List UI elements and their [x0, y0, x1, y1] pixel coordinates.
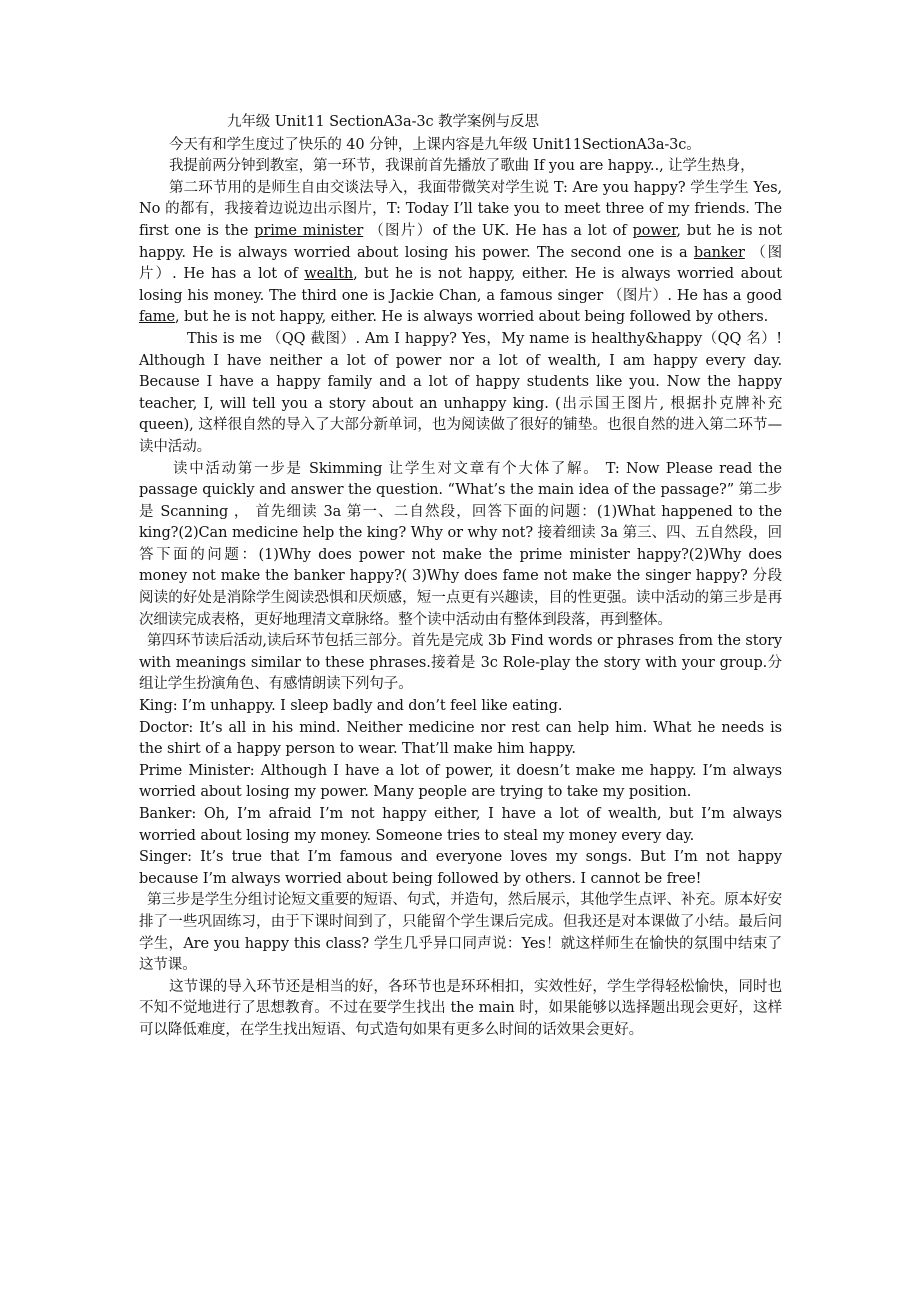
dialogue-line-doctor: Doctor: It’s all in his mind. Neither medicine nor rest can help him. What he needs is the shirt of a happy person to wear. That’ll make him happy. — [139, 719, 782, 758]
text-segment: , but he is not happy, either. He is always worried about being followed by others. — [174, 309, 769, 326]
paragraph-warmup: 我提前两分钟到教室，第一环节，我课前首先播放了歌曲 If you are happy.., 让学生热身， — [169, 158, 755, 175]
paragraph-while-reading: 读中活动第一步是 Skimming 让学生对文章有个大体了解。 T: Now Please read the passage quickly and answer the question. “What’s the main idea of the passage?” 第二步是 Scanning ， 首先细读 3a 第一、二自然段，回答下面的问题：(1)What happened to the king?(2)Can medicine help the king? Why or why not? 接着细读 3a 第三、四、五自然段，回答下面的问题：(1)Why does power not make the prime minister happy?(2)Why does money not make the banker happy?( 3)Why does fame not make the singer happy? 分段阅读的好处是消除学生阅读恐惧和厌烦感，短一点更有兴趣读，目的性更强。读中活动的第三步是再次细读完成表格，更好地理清文章脉络。整个读中活动由有整体到段落，再到整体。 — [139, 460, 782, 628]
text-segment: , but he is not happy. He is always worried about losing his power. The second one is a — [139, 222, 783, 261]
vocab-fame: fame — [139, 309, 175, 326]
text-segment: （图片）of the UK. He has a lot of — [363, 222, 633, 239]
text-segment: （图片）. He has a lot of — [139, 244, 782, 283]
document-title: 九年级 Unit11 SectionA3a-3c 教学案例与反思 — [227, 114, 539, 130]
dialogue-line-singer: Singer: It’s true that I’m famous and everyone loves my songs. But I’m not happy because I’m always worried about being followed by others. I cannot be free! — [139, 849, 782, 887]
dialogue-line-prime-minister: Prime Minister: Although I have a lot of power, it doesn’t make me happy. I’m always worried about losing my power. Many people are trying to take my position. — [139, 762, 782, 801]
dialogue-line-banker: Banker: Oh, I’m afraid I’m not happy either, I have a lot of wealth, but I’m always worried about losing my money. Someone tries to steal my money every day. — [139, 806, 782, 844]
text-segment: 第二环节用的是师生自由交谈法导入，我面带微笑对学生说 T: Are you happy? 学生学生 Yes, No 的都有，我接着边说边出示图片，T: Today I’ll take you to meet three of my friends. The first one is the — [139, 179, 782, 239]
paragraph-post-reading: 第四环节读后活动,读后环节包括三部分。首先是完成 3b Find words or phrases from the story with meanings similar to these phrases.接着是 3c Role-play the story with your group.分组让学生扮演角色、有感情朗读下列句子。 — [139, 633, 782, 693]
vocab-power: power — [632, 222, 677, 239]
paragraph-intro: 今天有和学生度过了快乐的 40 分钟，上课内容是九年级 Unit11SectionA3a-3c。 — [169, 136, 701, 153]
paragraph-reflection: 这节课的导入环节还是相当的好，各环节也是环环相扣，实效性好，学生学得轻松愉快，同时也不知不觉地进行了思想教育。不过在要学生找出 the main 时，如果能够以选择题出现会更好，这样可以降低难度，在学生找出短语、句式造句如果有更多么时间的话效果会更好。 — [139, 978, 782, 1038]
paragraph-this-is-me: This is me （QQ 截图）. Am I happy? Yes，My name is healthy&happy（QQ 名）! Although I have neither a lot of power nor a lot of wealth, I am happy every day. Because I have a happy family and a lot of happy students like you. Now the happy teacher, I, will tell you a story about an unhappy king. (出示国王图片, 根据扑克牌补充 queen), 这样很自然的导入了大部分新单词，也为阅读做了很好的铺垫。也很自然的进入第二环节—读中活动。 — [139, 330, 782, 455]
vocab-wealth: wealth — [304, 266, 354, 283]
paragraph-lead-in — [139, 178, 782, 329]
vocab-prime-minister: prime minister — [254, 222, 364, 239]
dialogue-line-king: King: I’m unhappy. I sleep badly and don’t feel like eating. — [139, 698, 563, 715]
document-body — [139, 112, 782, 1042]
vocab-banker: banker — [693, 244, 745, 261]
paragraph-summary: 第三步是学生分组讨论短文重要的短语、句式，并造句，然后展示，其他学生点评、补充。原本好安排了一些巩固练习，由于下课时间到了，只能留个学生课后完成。但我还是对本课做了小结。最后问学生，Are you happy this class? 学生几乎异口同声说：Yes！就这样师生在愉快的氛围中结束了这节课。 — [139, 892, 782, 974]
text-segment: , but he is not happy, either. He is always worried about losing his money. The third one is Jackie Chan, a famous singer （图片）. He has a good — [139, 266, 783, 304]
